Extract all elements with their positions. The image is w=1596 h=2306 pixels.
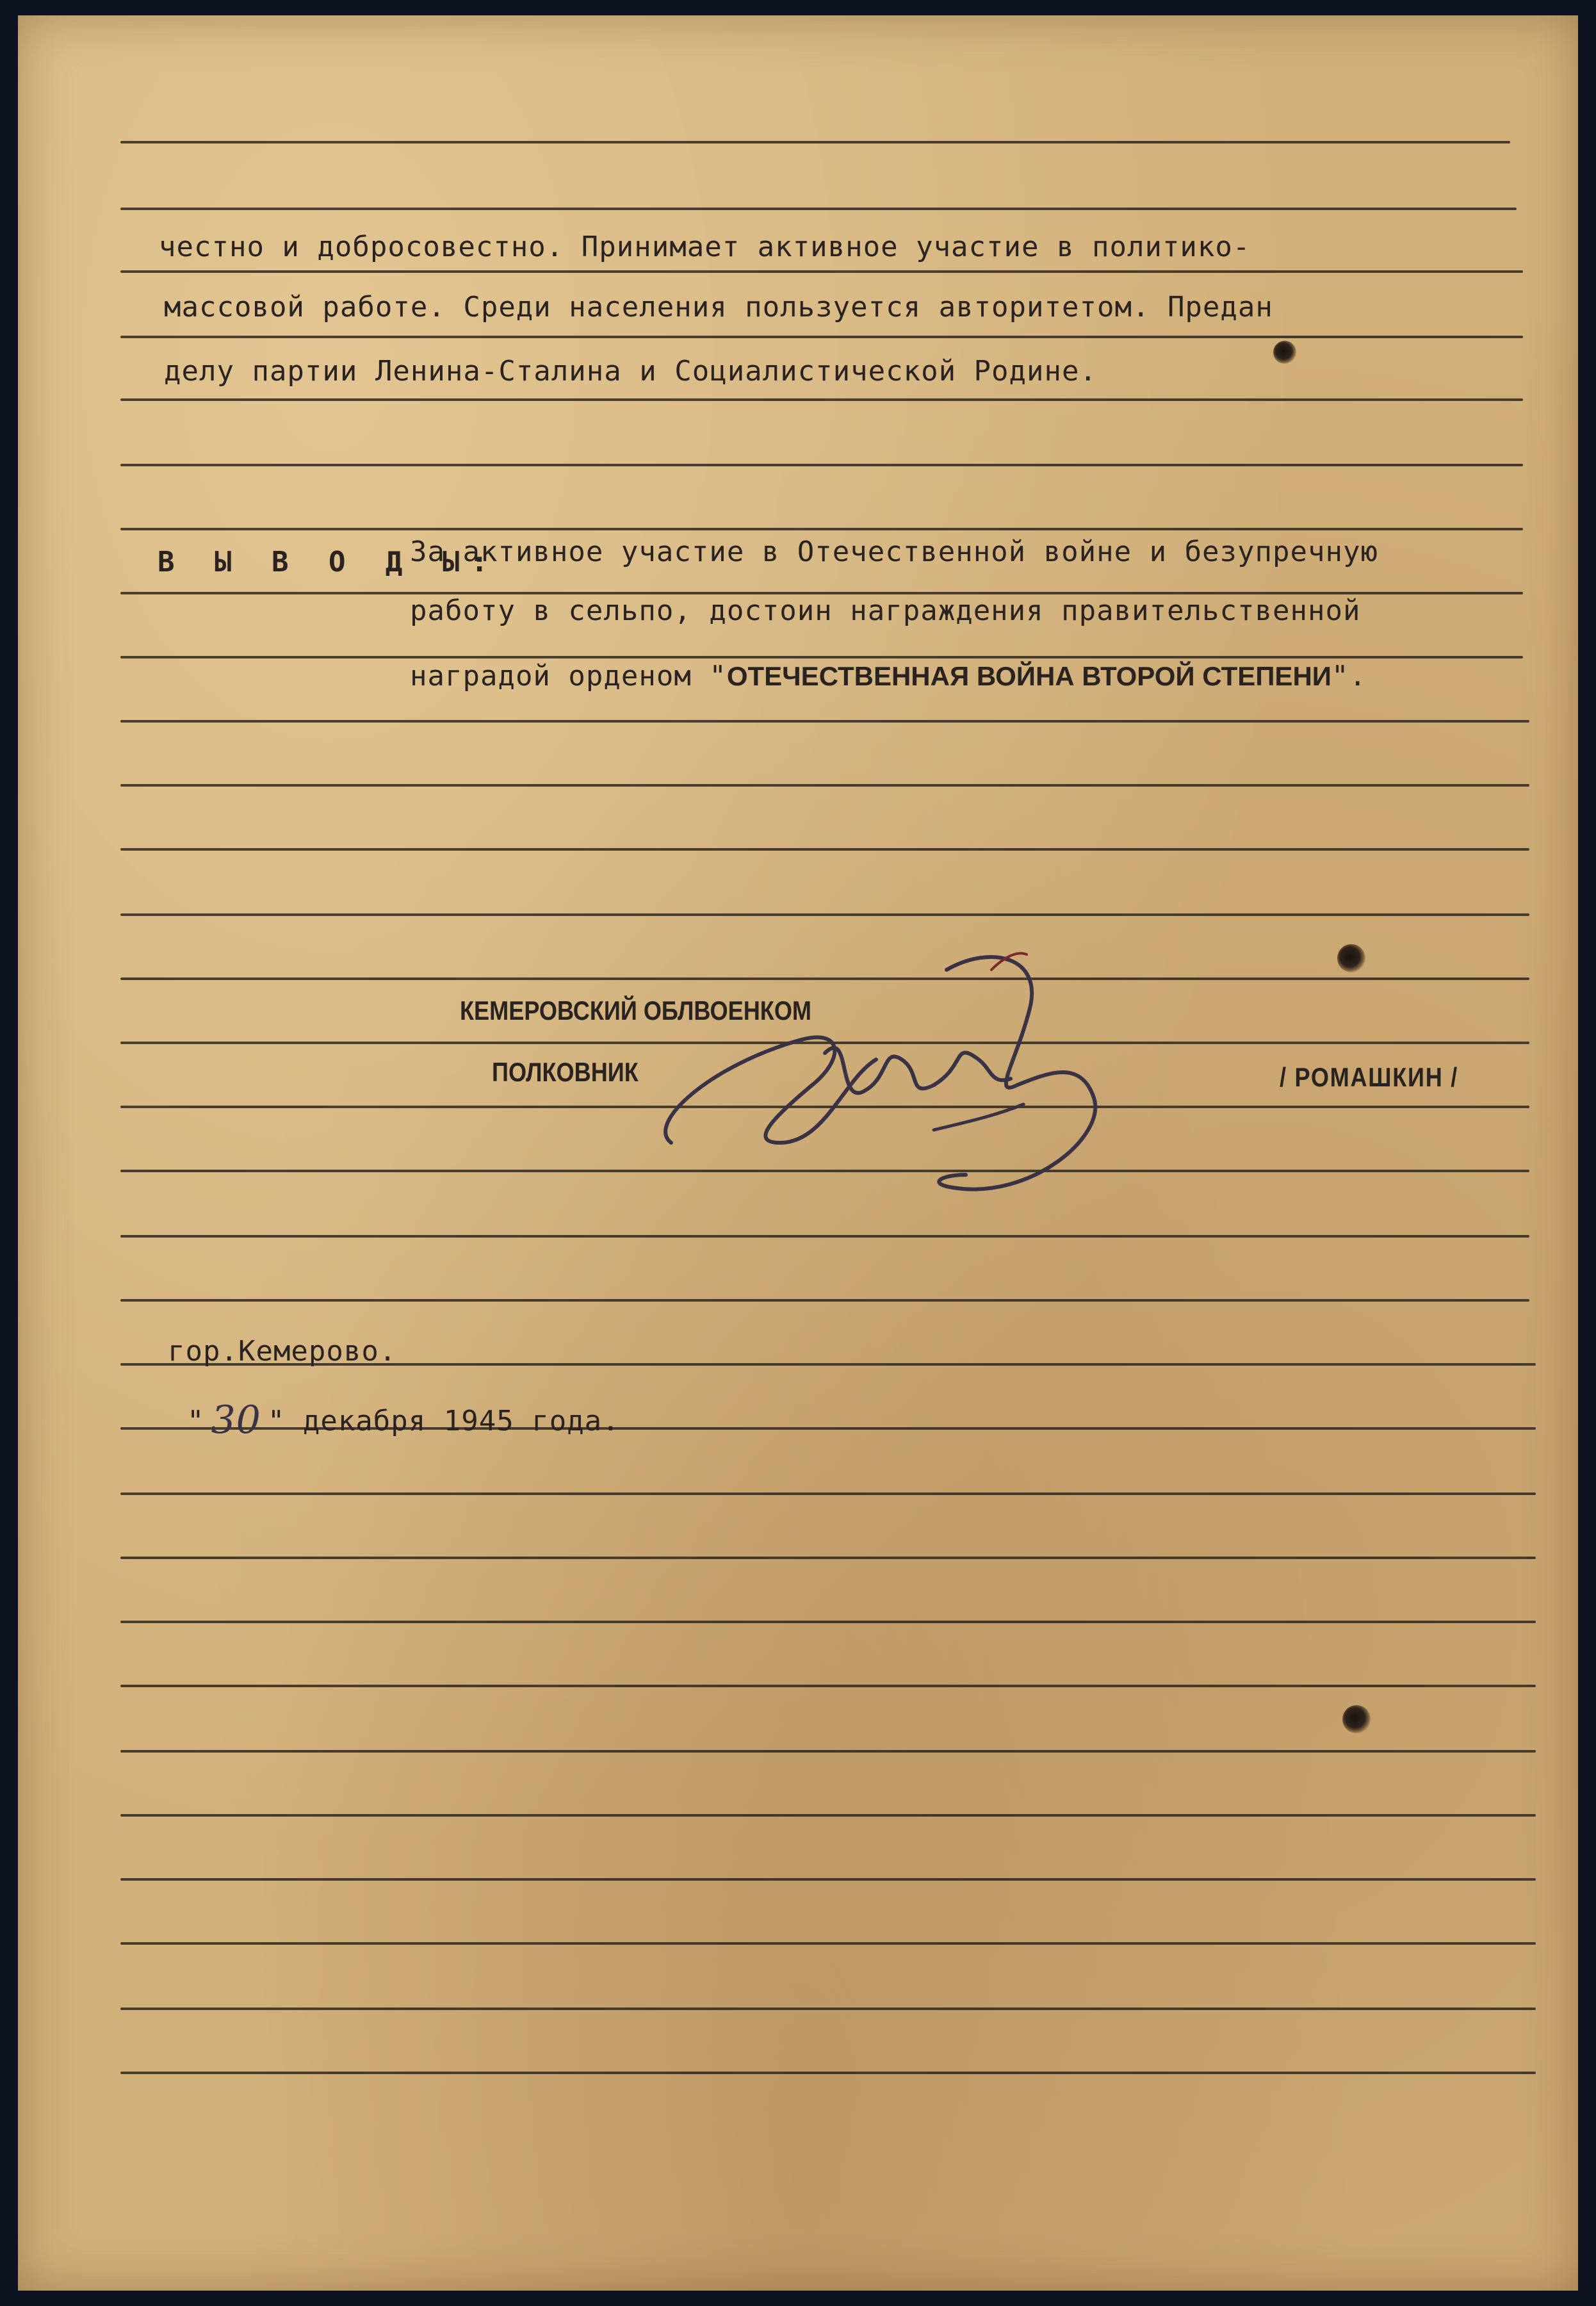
date-day-handwritten: 30 bbox=[211, 1398, 261, 1443]
paragraph-line-2: массовой работе. Среди населения пользуется авторитетом. Предан bbox=[164, 291, 1273, 323]
paragraph-line-1: честно и добросовестно. Принимает активное участие в политико- bbox=[159, 231, 1251, 263]
ruled-line bbox=[120, 1814, 1536, 1817]
paragraph-line-3: делу партии Ленина-Сталина и Социалистической Родине. bbox=[164, 355, 1097, 388]
date-rest: " декабря 1945 года. bbox=[267, 1405, 620, 1437]
ruled-line bbox=[120, 656, 1523, 658]
conclusion-heading: В Ы В О Д Ы: bbox=[158, 546, 500, 578]
punch-hole bbox=[1273, 341, 1296, 364]
conclusion-line-2: работу в сельпо, достоин награждения правительственной bbox=[410, 594, 1361, 627]
ruled-line bbox=[120, 1492, 1536, 1495]
ruled-line bbox=[120, 1299, 1529, 1302]
place-text: гор.Кемерово. bbox=[168, 1335, 397, 1368]
ruled-line bbox=[120, 1750, 1536, 1753]
conclusion-line-3 bbox=[410, 660, 1367, 692]
ruled-line bbox=[120, 208, 1517, 210]
punch-hole bbox=[1337, 944, 1365, 972]
ruled-line bbox=[120, 336, 1523, 338]
ruled-line bbox=[120, 528, 1523, 530]
ruled-line bbox=[120, 270, 1523, 273]
conclusion-line-3-suffix: ". bbox=[1331, 660, 1367, 692]
ruled-line bbox=[120, 464, 1523, 466]
ruled-line bbox=[120, 1621, 1536, 1623]
ruled-line bbox=[120, 848, 1529, 851]
ruled-line bbox=[120, 720, 1529, 723]
award-name: ОТЕЧЕСТВЕННАЯ ВОЙНА ВТОРОЙ СТЕПЕНИ bbox=[726, 661, 1331, 691]
ruled-line bbox=[120, 398, 1523, 401]
document-page bbox=[18, 15, 1578, 2291]
ruled-line bbox=[120, 1878, 1536, 1881]
date-open-quote: " bbox=[187, 1405, 205, 1437]
conclusion-line-3-prefix: наградой орденом " bbox=[410, 660, 727, 692]
ruled-line bbox=[120, 2008, 1536, 2010]
ruled-line bbox=[120, 1557, 1536, 1559]
signature-organization: КЕМЕРОВСКИЙ ОБЛВОЕНКОМ bbox=[460, 995, 812, 1026]
ruled-line bbox=[120, 1942, 1536, 1945]
date-line bbox=[187, 1395, 620, 1443]
punch-hole bbox=[1342, 1705, 1371, 1733]
ruled-line bbox=[120, 1235, 1529, 1238]
ruled-line bbox=[120, 1685, 1536, 1687]
handwritten-signature bbox=[633, 931, 1158, 1220]
ruled-line bbox=[120, 2072, 1536, 2074]
ruled-line bbox=[120, 913, 1529, 916]
ruled-line bbox=[120, 141, 1510, 143]
signature-name: / РОМАШКИН / bbox=[1280, 1062, 1459, 1092]
signature-rank: ПОЛКОВНИК bbox=[492, 1057, 639, 1087]
ruled-line bbox=[120, 784, 1529, 787]
conclusion-line-1: За активное участие в Отечественной войне и безупречную bbox=[410, 536, 1378, 568]
